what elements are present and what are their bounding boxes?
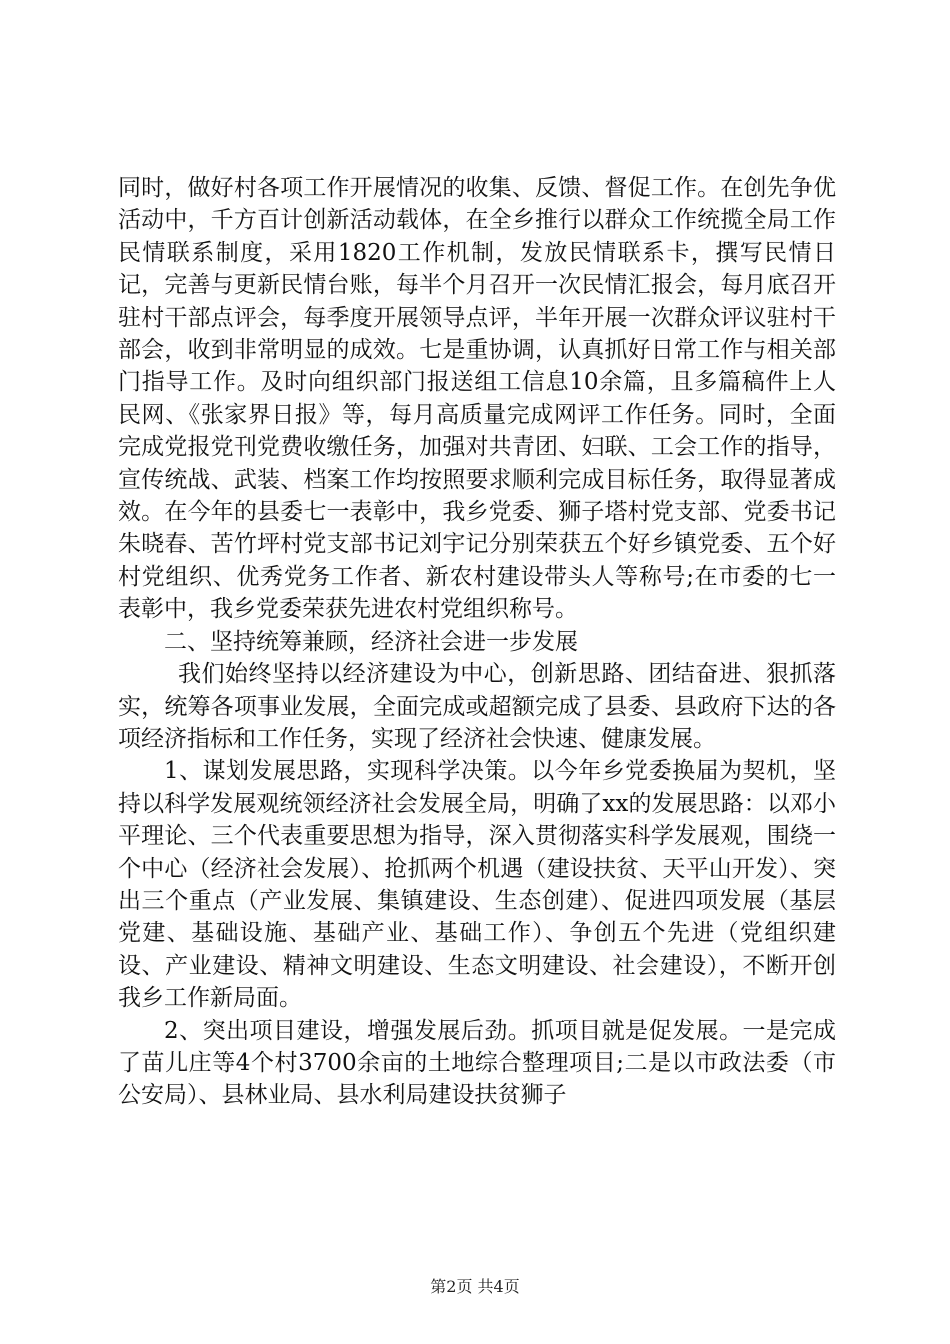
page-footer: 第2页 共4页 <box>430 1277 520 1296</box>
section-heading-economy: 二、坚持统筹兼顾，经济社会进一步发展 <box>164 628 578 655</box>
paragraph-project-construction: 2、突出项目建设，增强发展后劲。抓项目就是促发展。一是完成了苗儿庄等4个村3700余亩的土地综合整理项目;二是以市政法委（市公安局）、县林业局、县水利局建设扶贫狮子 <box>118 1017 836 1109</box>
document-body <box>118 172 836 1112</box>
paragraph-development-plan: 1、谋划发展思路，实现科学决策。以今年乡党委换届为契机，坚持以科学发展观统领经济社会发展全局，明确了xx的发展思路：以邓小平理论、三个代表重要思想为指导，深入贯彻落实科学发展观，围绕一个中心（经济社会发展）、抢抓两个机遇（建设扶贫、天平山开发）、突出三个重点（产业发展、集镇建设、生态创建）、促进四项发展（基层党建、基础设施、基础产业、基础工作）、争创五个先进（党组织建设、产业建设、精神文明建设、生态文明建设、社会建设），不断开创我乡工作新局面。 <box>118 758 836 1012</box>
paragraph-party-work: 同时，做好村各项工作开展情况的收集、反馈、督促工作。在创先争优活动中，千方百计创新活动载体，在全乡推行以群众工作统揽全局工作民情联系制度，采用1820工作机制，发放民情联系卡，撰写民情日记，完善与更新民情台账，每半个月召开一次民情汇报会，每月底召开驻村干部点评会，每季度开展领导点评，半年开展一次群众评议驻村干部会，收到非常明显的成效。七是重协调，认真抓好日常工作与相关部门指导工作。及时向组织部门报送组工信息10余篇，且多篇稿件上人民网、《张家界日报》等，每月高质量完成网评工作任务。同时，全面完成党报党刊党费收缴任务，加强对共青团、妇联、工会工作的指导，宣传统战、武装、档案工作均按照要求顺利完成目标任务，取得显著成效。在今年的县委七一表彰中，我乡党委、狮子塔村党支部、党委书记朱晓春、苦竹坪村党支部书记刘宇记分别荣获五个好乡镇党委、五个好村党组织、优秀党务工作者、新农村建设带头人等称号;在市委的七一表彰中，我乡党委荣获先进农村党组织称号。 <box>118 175 836 623</box>
paragraph-economy-intro: 我们始终坚持以经济建设为中心，创新思路、团结奋进、狠抓落实，统筹各项事业发展，全面完成或超额完成了县委、县政府下达的各项经济指标和工作任务，实现了经济社会快速、健康发展。 <box>118 661 836 752</box>
